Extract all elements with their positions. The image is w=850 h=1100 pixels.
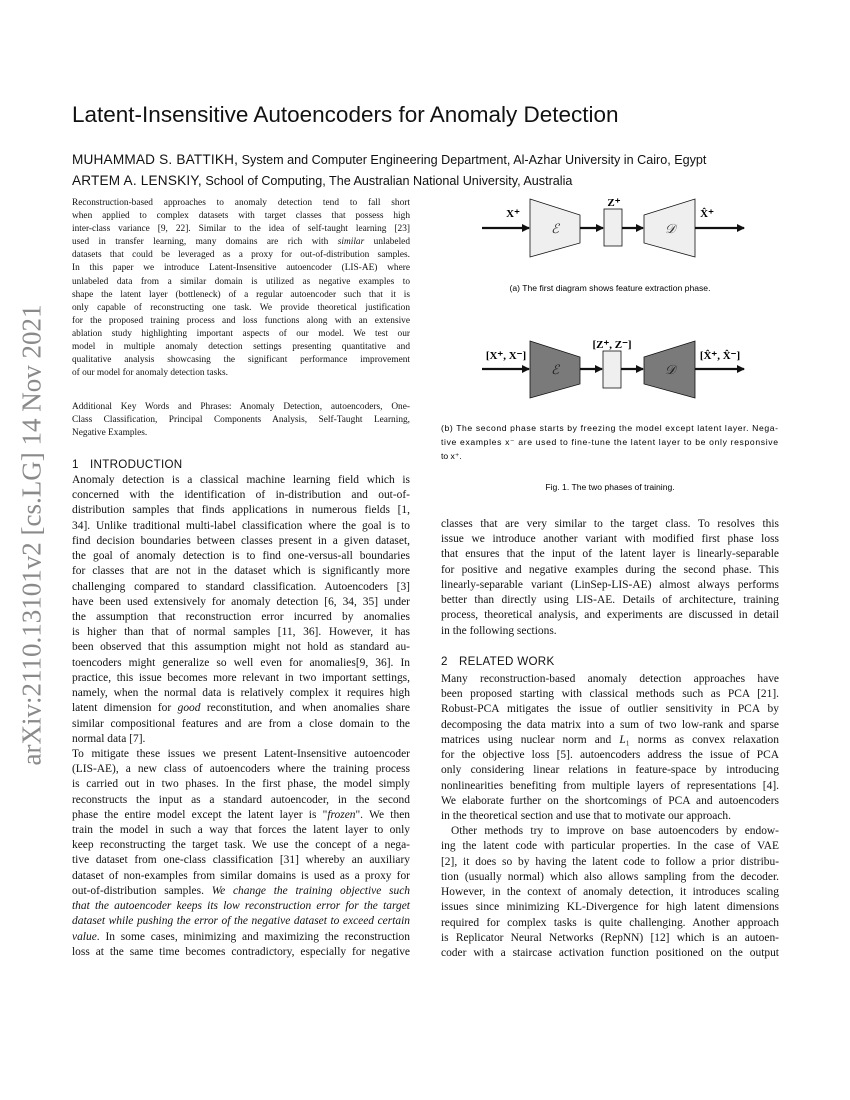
- text-line: value. In some cases, minimizing and maximizing the reconstruction: [72, 930, 410, 943]
- text-line: Class Classification, Principal Components Analysis, Self-Taught Learning,: [72, 415, 410, 426]
- author-affiliation: School of Computing, The Australian National University, Australia: [201, 174, 573, 188]
- text-line: In this paper we introduce Latent-Insensitive autoencoder (LIS-AE) where: [72, 263, 410, 274]
- text-line: required for complex tasks is quite challenging. Another approach: [441, 916, 779, 929]
- text-line: classes that are very similar to the target class. To resolves this: [441, 518, 779, 530]
- arxiv-stamp-text: arXiv:2110.13101v2 [cs.LG] 14 Nov 2021: [16, 304, 47, 766]
- latent-label: Z⁺: [607, 197, 621, 209]
- text-line: of our model for anomaly detection tasks.: [72, 368, 228, 379]
- text-line: Robust-PCA mitigates the issue of outlier sensitivity in PCA by: [441, 703, 779, 716]
- section-heading-introduction: [72, 458, 182, 471]
- text-line: used in transfer learning, many domains are rich with similar unlabeled: [72, 237, 410, 248]
- text-line: similar compositional features and are from a close domain to the: [72, 717, 410, 730]
- text-line: tion (usually normal) which also allows sampling from the decoder.: [441, 870, 779, 883]
- text-line: the assumption that reconstruction error incurred by anomalies: [72, 610, 410, 623]
- text-line: unlabeled data from a similar domain is utilized as negative examples to: [72, 276, 410, 287]
- text-line: Reconstruction-based approaches to anomaly detection tend to fall short: [72, 198, 410, 208]
- emphasis: similar: [337, 237, 365, 248]
- text-line: when applied to complex datasets with target classes that possess high: [72, 211, 410, 222]
- author-name: MUHAMMAD S. BATTIKH,: [72, 152, 239, 167]
- section-number: 1: [72, 458, 79, 471]
- text-line: datasets that could be leveraged as a proxy for out-of-distribution samples.: [72, 250, 410, 261]
- text-line: Negative Examples.: [72, 428, 148, 439]
- text-line: [2], it does so by having the latent code to follow a prior distribu-: [441, 855, 779, 868]
- text-line: is carried out in two phases. In the first phase, the model simply: [72, 778, 410, 791]
- text-line: for the objective loss [5]. autoencoders address the issue of PCA: [441, 749, 779, 762]
- figure-1b-caption-line: (b) The second phase starts by freezing the model except latent layer. Nega-: [441, 423, 778, 433]
- figure-1b-caption-line: tive examples x⁻ are used to fine-tune the latent layer to be only responsive: [441, 437, 778, 447]
- decoder-symbol: 𝒟: [664, 221, 676, 236]
- arxiv-stamp: [12, 290, 52, 780]
- text-line: Other methods try to improve on base autoencoders by endow-: [451, 825, 779, 838]
- section-title: INTRODUCTION: [90, 458, 183, 471]
- text-line: practice, this issue becomes more relevant in two important settings,: [72, 671, 410, 684]
- latent-block: [603, 351, 621, 388]
- text-line: To mitigate these issues we present Latent-Insensitive autoencoder: [72, 747, 410, 760]
- text-line: [72, 899, 410, 914]
- abstract: [72, 197, 410, 380]
- text-line: the goal of anomaly detection is to find one-versus-all boundaries: [72, 550, 410, 563]
- text-line: only capable of reconstructing one task. We provide theoretical justification: [72, 302, 410, 313]
- text-line: that ensures that the input of the latent layer is linearly-separable: [441, 548, 779, 561]
- text-line: concerned with the identification of in-distribution and out-of-: [72, 489, 410, 502]
- output-label: X̂⁺: [700, 208, 714, 220]
- encoder-symbol: ℰ: [551, 221, 559, 236]
- text-line: been proposed starting with classical methods such as PCA [21].: [441, 688, 779, 701]
- figure-1a-diagram: [482, 197, 744, 257]
- figure-1a-caption: (a) The first diagram shows feature extraction phase.: [509, 283, 711, 293]
- text-line: have been used extensively for anomaly detection [6, 34, 35] under: [72, 595, 410, 608]
- emphasis: frozen: [327, 808, 356, 821]
- text-line: namely, when the normal data is relatively complex it requires high: [72, 687, 410, 700]
- introduction-text-continued: [441, 517, 779, 639]
- decoder-symbol: 𝒟: [664, 362, 676, 377]
- emphasis: value: [72, 930, 97, 943]
- text-line: only considering linear relations in feature-space by introducing: [441, 764, 779, 777]
- text-line: latent dimension for good reconstitution, and when anomalies share: [72, 702, 410, 715]
- author-2: [72, 173, 572, 188]
- emphasis: good: [177, 702, 201, 715]
- text-line: matrices using nuclear norm and L₁ norms as convex relaxation: [441, 733, 779, 746]
- text-line: 34]. Unlike traditional multi-label classification where the goal is to: [72, 519, 410, 532]
- text-line: Anomaly detection is a classical machine learning field which is: [72, 474, 410, 486]
- section-heading-related-work: [441, 655, 555, 668]
- encoder-symbol: ℰ: [551, 362, 559, 377]
- text-line: However, in the context of anomaly detection, it introduces scaling: [441, 886, 779, 899]
- emphasis: L: [619, 733, 626, 746]
- text-line: (LIS-AE), a new class of autoencoders where the training process: [72, 763, 410, 776]
- keywords: [72, 401, 410, 440]
- text-line: better than directly using LIS-AE. Details of architecture, training: [441, 594, 779, 607]
- text-line: issue we introduce another variant with modified first phase loss: [441, 533, 779, 546]
- text-line: for classes that are not in the dataset which is significantly more: [72, 565, 410, 578]
- text-line: issues since minimizing KL-Divergence for high latent dimensions: [441, 901, 779, 914]
- text-line: in the following sections.: [441, 624, 557, 637]
- text-line: dataset of non-examples from similar domains is used as a proxy for: [72, 869, 410, 882]
- text-line: in the theoretical section and use that to motivate our approach.: [441, 809, 731, 822]
- latent-label: [Z⁺, Z⁻]: [592, 339, 632, 351]
- text-line: Additional Key Words and Phrases: Anomaly Detection, autoencoders, One-: [72, 402, 410, 412]
- text-line: [72, 914, 410, 929]
- text-line: keep reconstructing the target task. We use the concept of a nega-: [72, 839, 410, 852]
- text-line: out-of-distribution samples. We change the training objective such: [72, 884, 411, 897]
- text-line: model in multiple anomaly detection settings presenting quantitative and: [72, 342, 410, 353]
- output-label: [X̂⁺, X̂⁻]: [699, 350, 741, 362]
- text-line: phase the entire model except the latent layer is "frozen". We then: [72, 808, 410, 821]
- text-line: tive dataset from one-class classification [31] whereby an auxiliary: [72, 854, 410, 867]
- text-line: decomposing the data matrix into a sum of two low-rank and sparse: [441, 718, 779, 731]
- text-line: is Replicator Neural Networks (RepNN) [12] which is an autoen-: [441, 931, 779, 944]
- figure-1b-caption-line: to x⁺.: [441, 451, 462, 461]
- text-line: coder with a staircase activation function positioned on the output: [441, 946, 779, 959]
- text-line: shape the latent layer (bottleneck) of a regular autoencoder such that it is: [72, 289, 410, 300]
- text-line: ing the latent code with particular properties. In the case of VAE: [441, 840, 779, 853]
- emphasis: dataset while pushing the error of the negative dataset to exceed certain: [72, 915, 410, 928]
- emphasis: We change the training objective such: [211, 884, 411, 897]
- text-line: qualitative analysis showcasing the significant performance improvement: [72, 355, 410, 366]
- emphasis: that the autoencoder keeps its low reconstruction error for the target: [72, 900, 410, 913]
- section-title: RELATED WORK: [459, 655, 555, 668]
- figure-1: [440, 190, 785, 500]
- latent-block: [604, 209, 622, 246]
- text-line: challenging compared to standard classification. Autoencoders [3]: [72, 580, 410, 593]
- input-label: [X⁺, X⁻]: [485, 350, 527, 362]
- input-label: X⁺: [506, 208, 520, 220]
- text-line: inter-class variance [9, 22]. Similar to the idea of self-taught learning [23]: [72, 224, 410, 235]
- text-line: find decision boundaries between classes present in a given dataset,: [72, 534, 410, 547]
- text-line: ablation study highlighting important aspects of our model. We test our: [72, 328, 410, 339]
- text-line: nonlinearities benefiting from multiple layers of representations [4].: [441, 779, 779, 792]
- text-line: Many reconstruction-based anomaly detection approaches have: [441, 673, 779, 685]
- text-line: loss at the same time becomes contradictory, especially for negative: [72, 945, 410, 958]
- text-line: is higher than that of normal samples [11, 36]. However, it has: [72, 626, 410, 639]
- text-line: been observed that this assumption might not hold as standard au-: [72, 641, 410, 654]
- text-line: for the proposed training process and loss functions along with an extensive: [72, 315, 410, 326]
- section-number: 2: [441, 655, 448, 668]
- figure-1b-diagram: [482, 339, 744, 398]
- text-line: train the model in such a way that forces the latent layer to only: [72, 824, 410, 837]
- author-name: ARTEM A. LENSKIY,: [72, 173, 202, 188]
- text-line: process, theoretical analysis, and experiments are discussed in detail: [441, 609, 779, 622]
- text-line: distribution samples that finds applications in numerous fields [1,: [72, 504, 410, 517]
- related-work-text: [441, 672, 779, 961]
- introduction-text: [72, 473, 410, 960]
- paper-title: Latent-Insensitive Autoencoders for Anomaly Detection: [72, 102, 619, 127]
- text-line: We elaborate further on the shortcomings of PCA and autoencoders: [441, 794, 779, 807]
- text-line: reconstructs the input as a standard autoencoder, in the second: [72, 793, 410, 806]
- text-line: normal data [7].: [72, 732, 146, 745]
- author-1: [72, 152, 706, 167]
- text-line: toencoders might generalize so well even for anomalies[9, 36]. In: [72, 656, 410, 669]
- text-line: linearly-separable variant (LinSep-LIS-AE) almost always performs: [441, 578, 779, 591]
- author-affiliation: System and Computer Engineering Department, Al-Azhar University in Cairo, Egypt: [238, 153, 707, 167]
- figure-1-caption: Fig. 1. The two phases of training.: [545, 482, 675, 492]
- text-line: for positive and negative examples during the second phase. This: [441, 563, 779, 576]
